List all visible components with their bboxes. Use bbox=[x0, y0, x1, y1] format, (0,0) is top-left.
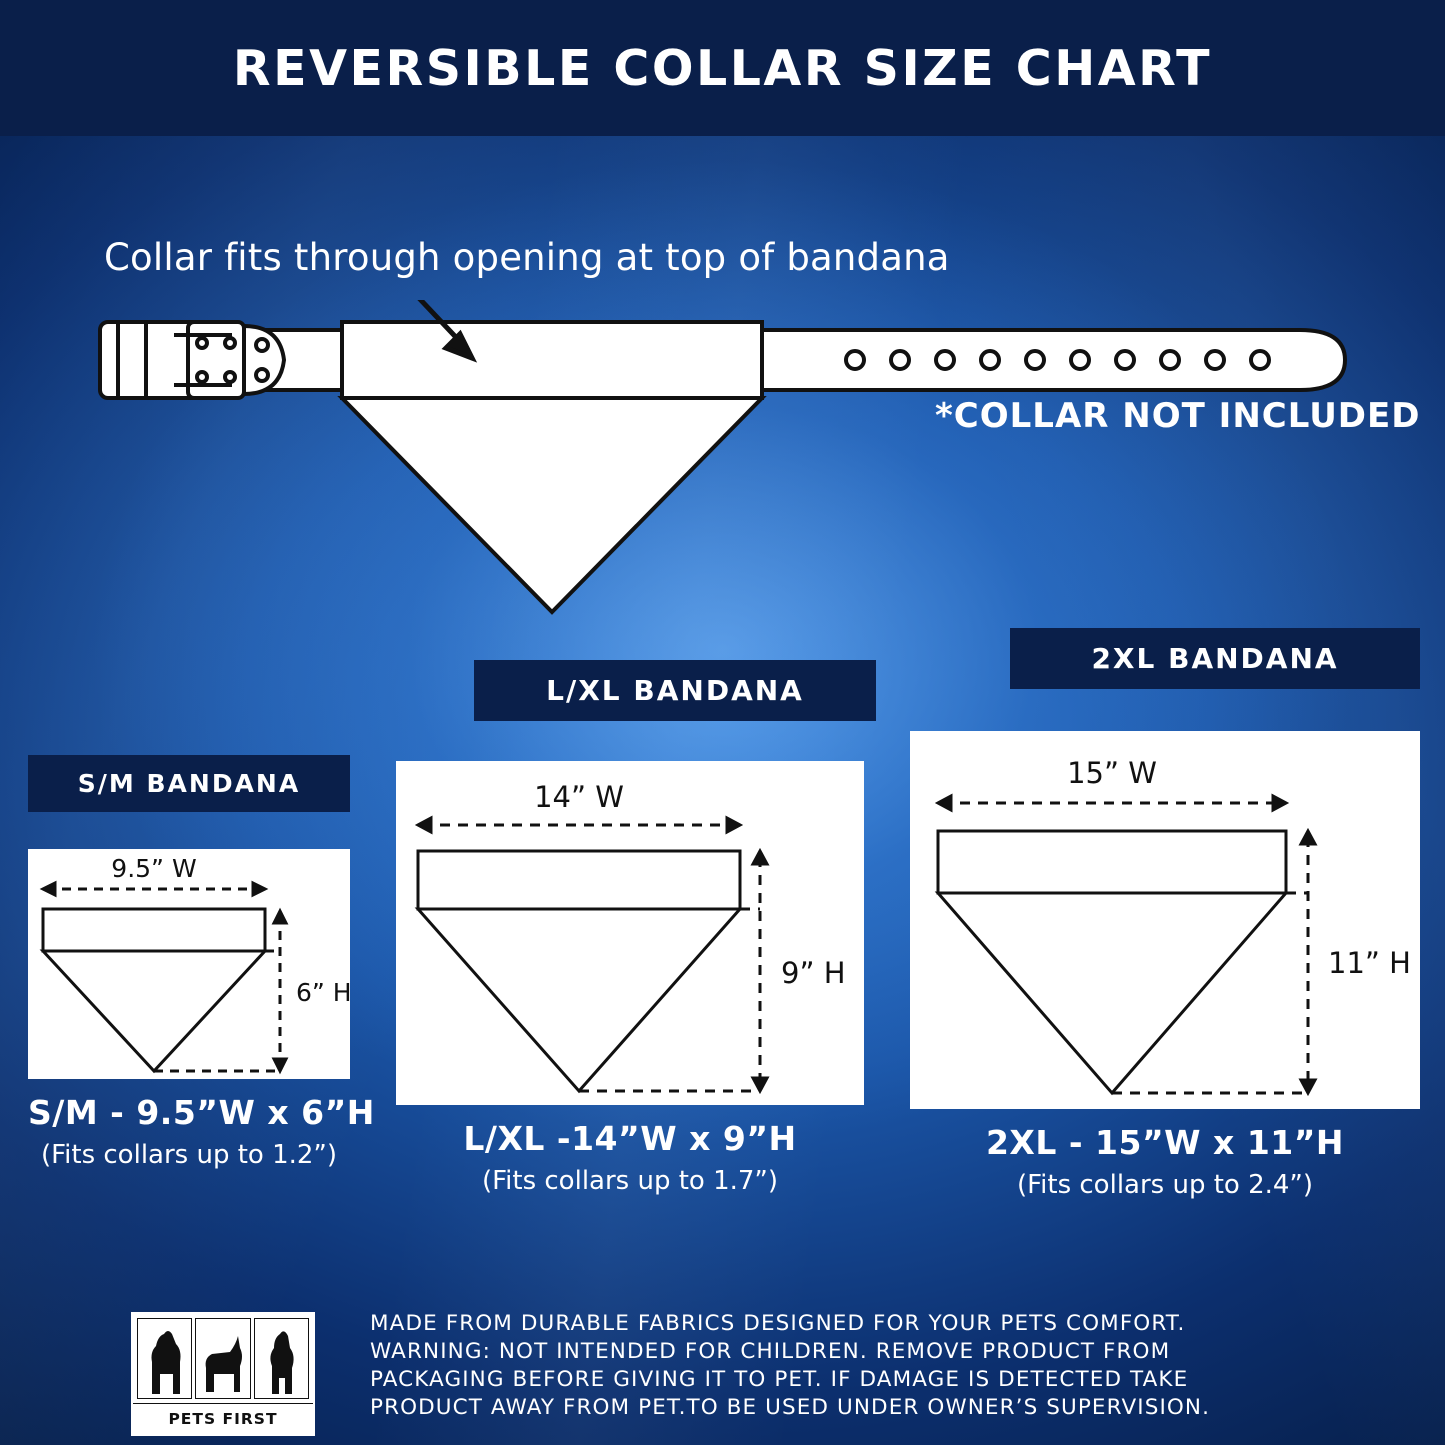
dog-standing-icon bbox=[195, 1318, 250, 1399]
legal-line: PRODUCT AWAY FROM PET.TO BE USED UNDER OWNER’S SUPERVISION. bbox=[370, 1394, 1211, 1420]
legal-line: PACKAGING BEFORE GIVING IT TO PET. IF DAMAGE IS DETECTED TAKE bbox=[370, 1366, 1189, 1392]
caption-sm: S/M - 9.5”W x 6”H bbox=[28, 1093, 375, 1132]
size-block-sm bbox=[28, 755, 375, 1170]
xxl-width-label: 15” W bbox=[1067, 756, 1157, 790]
collar-bandana-illustration bbox=[80, 300, 1370, 630]
panel-sm bbox=[28, 849, 350, 1079]
collar-fit-note: Collar fits through opening at top of bandana bbox=[104, 236, 950, 279]
panel-lxl bbox=[396, 761, 864, 1105]
xxl-height-label: 11” H bbox=[1328, 946, 1411, 980]
caption-lxl: L/XL -14”W x 9”H bbox=[463, 1119, 797, 1158]
badge-2xl: 2XL BANDANA bbox=[1010, 628, 1420, 689]
sm-height-label: 6” H bbox=[296, 978, 350, 1007]
size-block-lxl bbox=[396, 660, 864, 1196]
brand-logo bbox=[131, 1312, 315, 1436]
caption-2xl: 2XL - 15”W x 11”H bbox=[985, 1123, 1345, 1162]
subcaption-sm: (Fits collars up to 1.2”) bbox=[40, 1140, 338, 1170]
legal-text bbox=[370, 1310, 1330, 1422]
sm-width-label: 9.5” W bbox=[111, 854, 197, 883]
brand-name: PETS FIRST bbox=[133, 1403, 313, 1434]
legal-line: MADE FROM DURABLE FABRICS DESIGNED FOR YOUR PETS COMFORT. bbox=[370, 1311, 1186, 1336]
subcaption-lxl: (Fits collars up to 1.7”) bbox=[481, 1166, 779, 1196]
cat-silhouette-icon bbox=[254, 1318, 309, 1399]
legal-line: WARNING: NOT INTENDED FOR CHILDREN. REMOVE PRODUCT FROM bbox=[370, 1338, 1171, 1364]
page-title: REVERSIBLE COLLAR SIZE CHART bbox=[232, 39, 1213, 97]
subcaption-2xl: (Fits collars up to 2.4”) bbox=[1016, 1170, 1314, 1200]
lxl-width-label: 14” W bbox=[534, 780, 624, 814]
header-bar bbox=[0, 0, 1445, 136]
collar-not-included-note: *COLLAR NOT INCLUDED bbox=[935, 396, 1421, 436]
badge-sm: S/M BANDANA bbox=[28, 755, 350, 812]
size-block-2xl bbox=[910, 628, 1420, 1200]
badge-lxl: L/XL BANDANA bbox=[474, 660, 876, 721]
panel-2xl bbox=[910, 731, 1420, 1109]
dog-silhouette-icon bbox=[137, 1318, 192, 1399]
lxl-height-label: 9” H bbox=[781, 956, 846, 990]
